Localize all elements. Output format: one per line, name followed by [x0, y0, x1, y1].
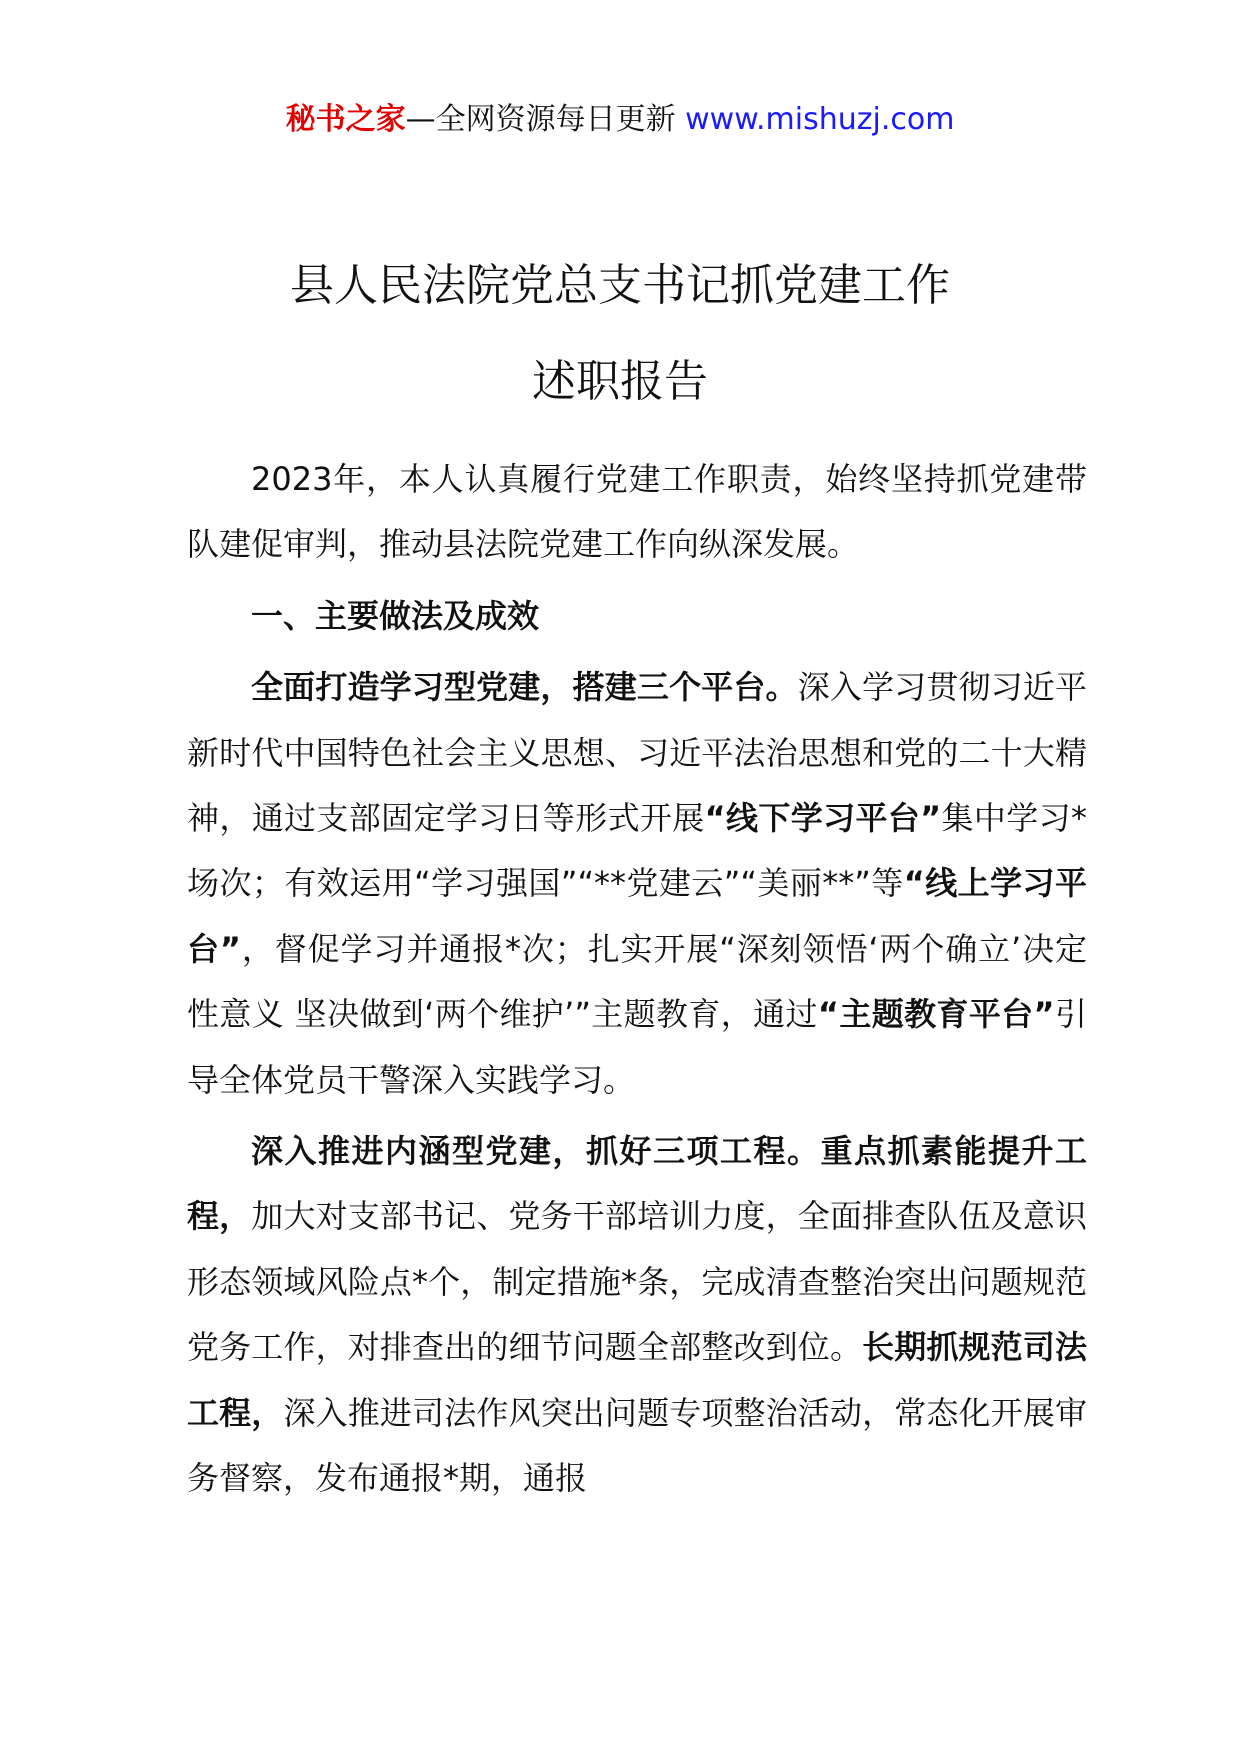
header-url-link[interactable]: www.mishuzj.com	[685, 102, 955, 137]
paragraph-text: 引导全体党员干警深入实践学习。	[187, 995, 1087, 1099]
inline-bold: 长期抓规范司法工程，	[187, 1328, 1087, 1432]
watermark-header	[0, 100, 1240, 140]
inline-bold: “主题教育平台”	[817, 995, 1055, 1034]
document-body	[187, 447, 1087, 1512]
section-heading	[187, 584, 1087, 649]
intro-paragraph: 2023年，本人认真履行党建工作职责，始终坚持抓党建带队建促审判，推动县法院党建工作向纵深发展。	[187, 460, 1087, 564]
paragraph-lead-bold: 全面打造学习型党建，搭建三个平台。	[251, 668, 798, 707]
paragraph-text: 集中学习*场次；有效运用“学习强国”“**党建云”“美丽**”等	[187, 799, 1087, 903]
paragraph-text: 深入学习贯彻习近平新时代中国特色社会主义思想、习近平法治思想和党的二十大精神，通过支部固定学习日等形式开展	[187, 668, 1087, 838]
paragraph-text: 深入推进司法作风突出问题专项整治活动，常态化开展审务督察，发布通报*期，通报	[187, 1393, 1087, 1498]
paragraph-text: 加大对支部书记、党务干部培训力度，全面排查队伍及意识形态领域风险点*个，制定措施*条，完成清查整治突出问题规范党务工作，对排查出的细节问题全部整改到位。	[187, 1197, 1087, 1367]
brand-name: 秘书之家	[285, 102, 406, 137]
inline-bold: “线下学习平台”	[704, 799, 942, 838]
section-heading-text: 一、主要做法及成效	[251, 596, 540, 635]
paragraph-learning-platforms	[187, 655, 1087, 1113]
paragraph-text: ，督促学习并通报*次；扎实开展“深刻领悟‘两个确立’决定性意义 坚决做到‘两个维护’”主题教育，通过	[187, 929, 1087, 1034]
paragraph-three-projects	[187, 1119, 1087, 1511]
header-slogan: —全网资源每日更新	[405, 102, 676, 137]
paragraph-lead-bold: 深入推进内涵型党建，抓好三项工程。重点抓素能提升工程，	[187, 1132, 1087, 1236]
document-title-line-2: 述职报告	[532, 356, 708, 407]
inline-bold: “线上学习平台”	[187, 864, 1087, 968]
document-title-line-1: 县人民法院党总支书记抓党建工作	[290, 260, 950, 311]
